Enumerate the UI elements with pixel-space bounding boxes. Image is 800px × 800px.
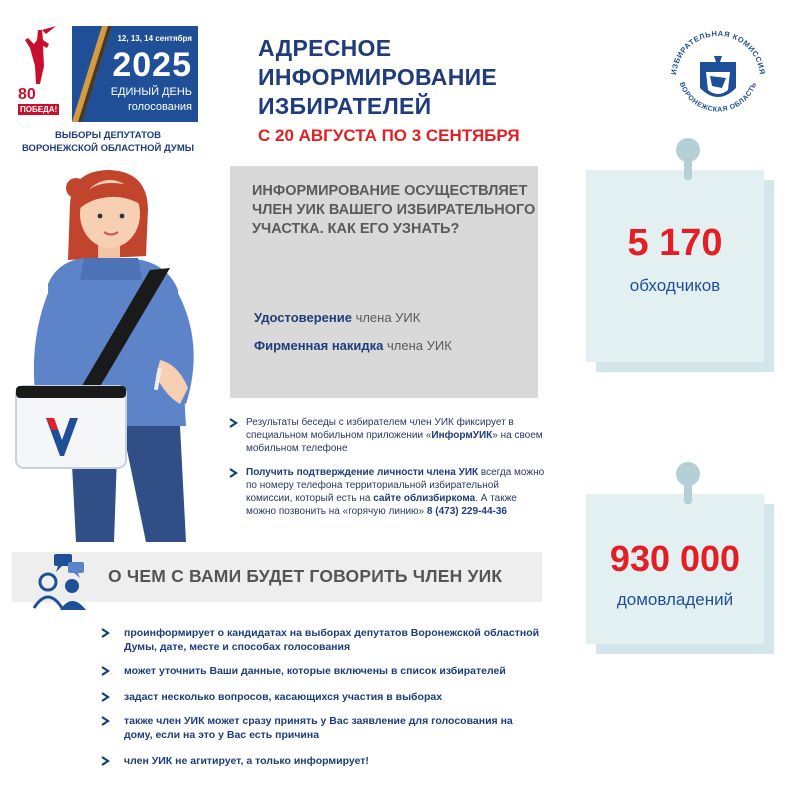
title-line-2: ИНФОРМИРОВАНИЕ [258,64,498,90]
election-day-logo [12,26,198,122]
app-record-paragraph [246,416,546,455]
stat-label-households: домовладений [616,590,734,609]
identify-question: ИНФОРМИРОВАНИЕ ОСУЩЕСТВЛЯЕТ ЧЛЕН УИК ВАШЕГО ИЗБИРАТЕЛЬНОГО УЧАСТКА. КАК ЕГО УЗНАТЬ? [252,183,536,237]
identity-confirm-paragraph [246,466,546,518]
canvasser-illustration [10,164,240,544]
motherland-statue-icon [16,26,62,86]
p2-site-link[interactable]: сайте облизбиркома [373,493,476,504]
p1-part-a: Результаты беседы с избирателем член УИК фиксирует в специальном мобильном приложении « [246,417,514,441]
period-text: С 20 АВГУСТА ПО 3 СЕНТЯБРЯ [258,126,520,145]
chevron-right-icon [100,716,110,726]
conversation-people-icon [28,552,92,612]
id-certificate-rest: члена УИК [351,310,421,325]
chevron-right-icon [228,418,238,428]
chevron-right-icon [100,628,110,638]
stat-label-walkers: обходчиков [629,276,721,295]
title-line-3: ИЗБИРАТЕЛЕЙ [258,93,432,119]
victory-number: 80 [18,86,36,103]
p2-hotline: 8 (473) 229-44-36 [426,506,507,517]
id-certificate-bold: Удостоверение [254,310,352,325]
stat-value-walkers: 5 170 [627,222,723,264]
chevron-right-icon [228,468,238,478]
election-dates: 12, 13, 14 сентября [117,34,192,43]
election-day-badge [72,26,198,122]
p1-app-name: ИнформУИК [431,430,493,441]
talk-section-title: О ЧЕМ С ВАМИ БУДЕТ ГОВОРИТЬ ЧЛЕН УИК [108,566,503,586]
victory-text: ПОБЕДА! [20,105,58,114]
elections-caption: ВЫБОРЫ ДЕПУТАТОВ ВОРОНЕЖСКОЙ ОБЛАСТНОЙ ДУМЫ [21,130,195,154]
seal-text-top: ИЗБИРАТЕЛЬНАЯ КОМИССИЯ [669,28,767,76]
id-certificate-line [254,310,420,325]
id-cape-line [254,338,452,353]
pin-icon [676,138,700,162]
commission-seal [662,22,774,134]
stat-value-households: 930 000 [609,538,741,579]
talk-item: проинформирует о кандидатах на выборах депутатов Воронежской областной Думы, дате, месте и способах голосования [124,627,540,653]
talk-item: может уточнить Ваши данные, которые включены в список избирателей [124,665,506,677]
election-day-line2: голосования [127,101,192,113]
victory-emblem [16,26,62,122]
p2-part-d: . А также можно позвонить на «горячую линию» [246,493,517,517]
id-cape-rest: члена УИК [383,338,452,353]
chevron-right-icon [100,666,110,676]
id-cape-bold: Фирменная накидка [254,338,384,353]
stat-note-1 [586,170,764,362]
p1-part-c: » на своем мобильном телефоне [246,430,543,454]
commission-seal-icon [662,22,774,134]
seal-text-bottom: ВОРОНЕЖСКАЯ ОБЛАСТЬ [677,81,759,114]
p2-part-b: всегда можно по номеру телефона территориальной избирательной комиссии, который есть на [246,467,545,504]
talk-item: задаст несколько вопросов, касающихся участия в выборах [124,691,443,703]
talk-item: член УИК не агитирует, а только информирует! [124,755,369,767]
chevron-right-icon [100,692,110,702]
election-year: 2025 [112,46,192,84]
election-day-line1: ЕДИНЫЙ ДЕНЬ [110,86,192,98]
title-line-1: АДРЕСНОЕ [258,35,392,61]
page-title [258,34,578,121]
p2-part-a: Получить подтверждение личности члена УИК [246,467,479,478]
talk-item: также член УИК может сразу принять у Вас заявление для голосования на дому, если на это у Вас есть причина [124,715,513,741]
chevron-right-icon [100,756,110,766]
pin-icon [676,462,700,486]
